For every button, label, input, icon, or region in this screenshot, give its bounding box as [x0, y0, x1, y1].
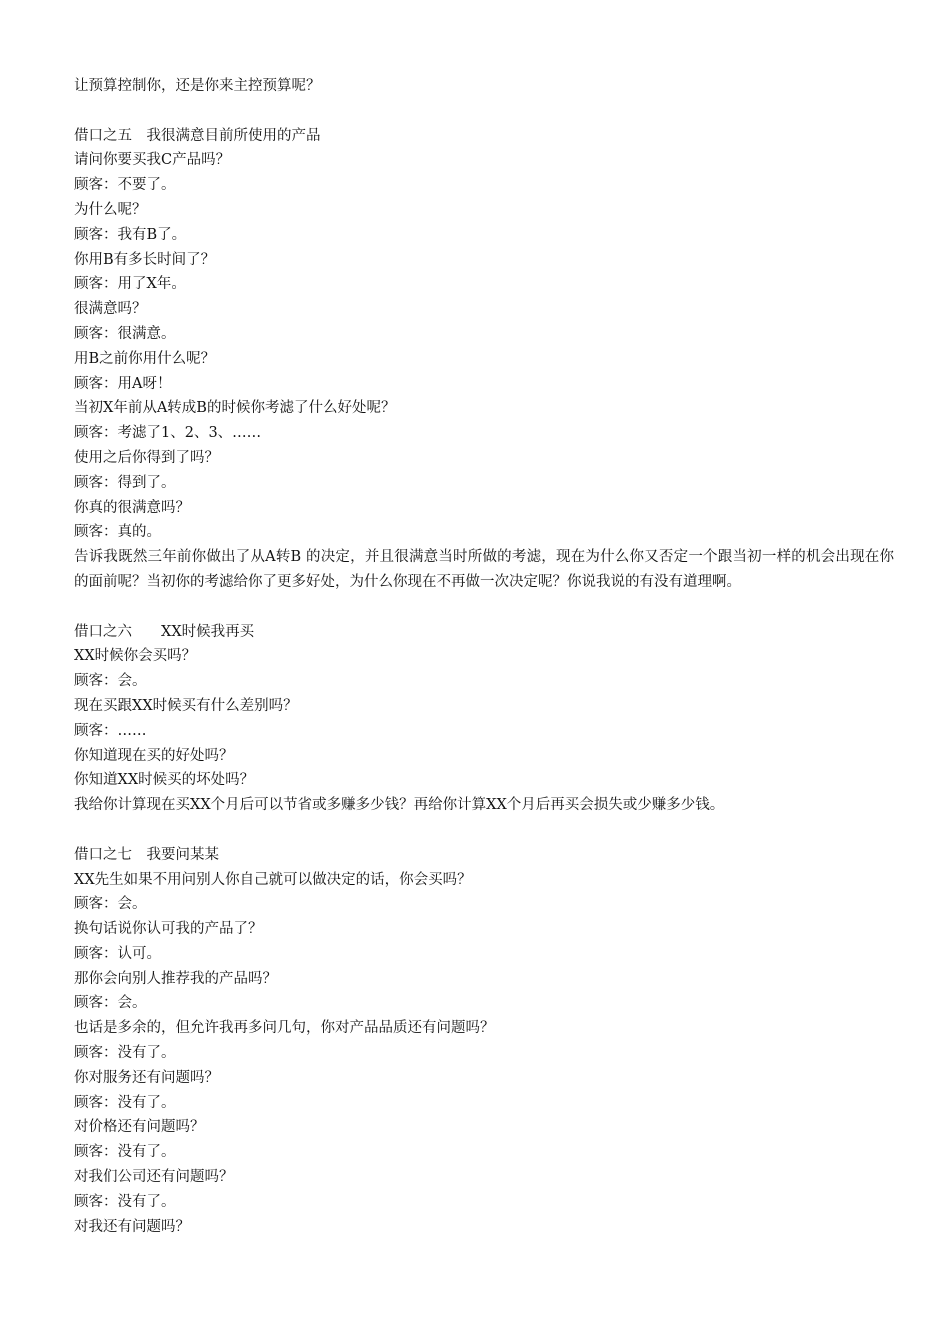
- dialogue-line: 顾客：会。: [74, 995, 147, 1012]
- dialogue-line: 顾客：没有了。: [74, 1094, 176, 1111]
- section-excuse-5: [74, 124, 894, 595]
- dialogue-line: 为什么呢？: [74, 201, 147, 218]
- dialogue-line: 你用B有多长时间了？: [74, 251, 216, 268]
- dialogue-line: 顾客：会。: [74, 896, 147, 913]
- dialogue-line: 请问你要买我C产品吗？: [74, 152, 231, 169]
- section-excuse-7: [74, 843, 894, 1240]
- dialogue-line: 你知道现在买的好处吗？: [74, 747, 234, 764]
- dialogue-line: 对我还有问题吗？: [74, 1218, 190, 1235]
- dialogue-line: 也话是多余的，但允许我再多问几句，你对产品品质还有问题吗？: [74, 1020, 495, 1037]
- closing-paragraph: 告诉我既然三年前你做出了从A转B 的决定，并且很满意当时所做的考滤，现在为什么你又否定一个跟当初一样的机会出现在你的面前呢？当初你的考滤给你了更多好处，为什么你现在不再做一次决定呢？你说我说的有没有道理啊。: [74, 549, 894, 590]
- dialogue-line: 顾客：没有了。: [74, 1144, 176, 1161]
- dialogue-line: 那你会向别人推荐我的产品吗？: [74, 970, 277, 987]
- document-page: [74, 74, 894, 1239]
- dialogue-line: 顾客：很满意。: [74, 325, 176, 342]
- dialogue-line: 换句话说你认可我的产品了？: [74, 921, 263, 938]
- dialogue-line: 顾客：得到了。: [74, 474, 176, 491]
- dialogue-line: 现在买跟XX时候买有什么差别吗？: [74, 697, 298, 714]
- dialogue-line: 你知道XX时候买的坏处吗？: [74, 772, 255, 789]
- dialogue-line: 你对服务还有问题吗？: [74, 1069, 219, 1086]
- dialogue-line: 对我们公司还有问题吗？: [74, 1169, 234, 1186]
- dialogue-line: XX时候你会买吗？: [74, 648, 197, 665]
- dialogue-line: 顾客：没有了。: [74, 1045, 176, 1062]
- dialogue-line: 当初X年前从A转成B的时候你考滤了什么好处呢？: [74, 400, 396, 417]
- paragraph-gap: [74, 818, 894, 843]
- dialogue-line: 顾客：会。: [74, 673, 147, 690]
- dialogue-line: 顾客：真的。: [74, 524, 161, 541]
- dialogue-line: 顾客：用了X年。: [74, 276, 186, 293]
- dialogue-line: 顾客：我有B了。: [74, 226, 187, 243]
- dialogue-line: 顾客：认可。: [74, 945, 161, 962]
- dialogue-line: 使用之后你得到了吗？: [74, 449, 219, 466]
- dialogue-line: 顾客：考滤了1、2、3、……: [74, 425, 262, 442]
- section-excuse-6: [74, 620, 894, 818]
- dialogue-line: 对价格还有问题吗？: [74, 1119, 205, 1136]
- section-heading: 借口之五 我很满意目前所使用的产品: [74, 127, 321, 144]
- dialogue-line: 顾客：……: [74, 722, 147, 739]
- dialogue-line: 我给你计算现在买XX个月后可以节省或多赚多少钱？再给你计算XX个月后再买会损失或少赚多少钱。: [74, 797, 725, 814]
- paragraph-gap: [74, 99, 894, 124]
- section-heading: 借口之七 我要问某某: [74, 846, 219, 863]
- dialogue-line: 用B之前你用什么呢？: [74, 350, 216, 367]
- dialogue-line: 你真的很满意吗？: [74, 499, 190, 516]
- section-heading: 借口之六 XX时候我再买: [74, 623, 255, 640]
- dialogue-line: 很满意吗？: [74, 301, 147, 318]
- dialogue-line: 顾客：没有了。: [74, 1193, 176, 1210]
- paragraph-gap: [74, 595, 894, 620]
- intro-line: 让预算控制你，还是你来主控预算呢？: [74, 78, 321, 94]
- dialogue-line: 顾客：用A呀！: [74, 375, 172, 392]
- dialogue-line: XX先生如果不用问别人你自己就可以做决定的话，你会买吗？: [74, 871, 472, 888]
- dialogue-line: 顾客：不要了。: [74, 177, 176, 194]
